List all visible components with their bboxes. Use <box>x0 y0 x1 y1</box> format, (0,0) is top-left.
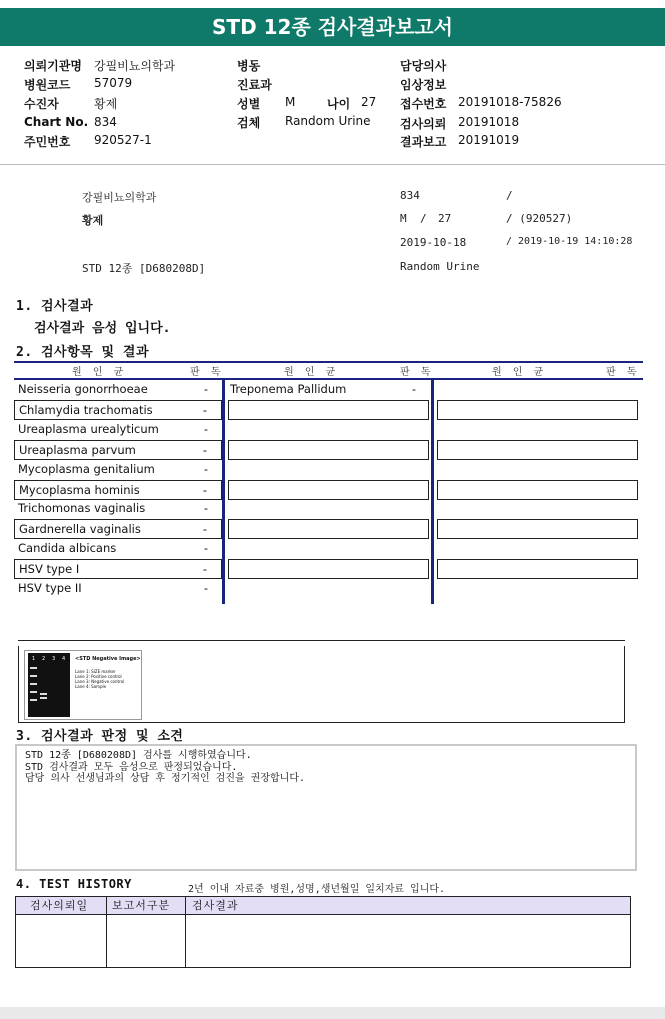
history-col-result: 검사결과 <box>192 899 239 912</box>
col-header-result: 판 독 <box>606 367 641 378</box>
header-field-resident-no: 주민번호 920527-1 <box>24 133 152 149</box>
gel-legend-line: Lane 1: SIZE marker <box>75 669 116 674</box>
history-header-row <box>16 897 630 915</box>
info-report-date: / 2019-10-19 14:10:28 <box>506 236 633 247</box>
table-row: Gardnerella vaginalis - <box>14 519 222 539</box>
empty-cell <box>437 559 638 579</box>
gel-legend-line: Lane 2: Positive control <box>75 674 122 679</box>
empty-cell <box>228 519 429 539</box>
column-divider <box>431 380 434 604</box>
header-field-report-date: 결과보고 20191019 <box>400 133 520 149</box>
empty-cell <box>437 440 638 460</box>
info-sex: M <box>400 212 407 225</box>
header-field-department: 진료과 <box>237 78 272 92</box>
history-col-divider <box>106 897 107 967</box>
col-header-pathogen: 원 인 균 <box>72 367 128 378</box>
empty-cell <box>228 440 429 460</box>
header-field-specimen: 검체 Random Urine <box>237 114 371 130</box>
col-header-pathogen: 원 인 균 <box>492 367 548 378</box>
table-row: Treponema Pallidum - <box>230 382 416 396</box>
opinion-box <box>15 744 637 871</box>
info-name: 황제 <box>82 214 104 227</box>
column-divider <box>222 380 225 604</box>
header-field-institution: 의뢰기관명 강필비뇨의학과 <box>24 59 176 73</box>
header-field-request-date: 검사의뢰 20191018 <box>400 115 520 131</box>
info-slash: / <box>506 189 513 202</box>
table-row: Trichomonas vaginalis - <box>18 501 208 515</box>
gel-image-title: <STD Negative Image> <box>75 656 141 662</box>
header-field-receipt-no: 접수번호 20191018-75826 <box>400 95 562 111</box>
empty-cell <box>228 480 429 500</box>
info-receipt-date: 2019-10-18 <box>400 236 467 249</box>
opinion-line: STD 검사결과 모두 음성으로 판정되었습니다. <box>25 761 238 773</box>
history-col-request-date: 검사의뢰일 <box>30 899 89 912</box>
history-col-report-type: 보고서구분 <box>112 899 171 912</box>
info-slash: / <box>420 212 427 225</box>
image-top-rule <box>18 640 625 641</box>
header-field-clinical-info: 임상정보 <box>400 78 447 92</box>
header-field-chart-no: Chart No. 834 <box>24 115 117 129</box>
gel-electrophoresis-image: 1 2 3 4 <box>28 653 70 717</box>
report-title: STD 12종 검사결과보고서 <box>0 8 665 46</box>
col-header-result: 판 독 <box>400 367 435 378</box>
table-row: Mycoplasma genitalium - <box>18 462 208 476</box>
info-age: 27 <box>438 212 452 225</box>
empty-cell <box>437 480 638 500</box>
header-field-hospital-code: 병원코드 57079 <box>24 76 133 92</box>
table-row: Ureaplasma parvum - <box>14 440 222 460</box>
info-chart: 834 <box>400 189 420 202</box>
history-col-divider <box>185 897 186 967</box>
empty-cell <box>437 519 638 539</box>
table-row: Chlamydia trachomatis - <box>14 400 222 420</box>
header-field-ward: 병동 <box>237 59 261 73</box>
table-row: Neisseria gonorrhoeae - <box>18 382 208 396</box>
section-history-heading: 4. TEST HISTORY <box>16 877 132 891</box>
gel-image <box>24 650 142 720</box>
gel-legend-line: Lane 3: Negative control <box>75 679 125 684</box>
col-header-pathogen: 원 인 균 <box>284 367 340 378</box>
results-table <box>14 361 643 605</box>
opinion-line: 담당 의사 선생님과의 상담 후 정기적인 검진을 권장합니다. <box>25 773 306 784</box>
gel-legend-line: Lane 4: Sample <box>75 684 107 689</box>
table-row: Ureaplasma urealyticum - <box>18 422 208 436</box>
section-opinion-heading: 3. 검사결과 판정 및 소견 <box>16 729 184 744</box>
info-specimen: Random Urine <box>400 260 480 273</box>
info-birth: / (920527) <box>506 212 573 225</box>
header-field-sex: 성별 M <box>237 95 296 111</box>
info-hospital: 강필비뇨의학과 <box>82 191 157 204</box>
empty-cell <box>228 559 429 579</box>
header-field-patient: 수진자 황제 <box>24 97 118 111</box>
section-results-heading: 1. 검사결과 <box>16 299 94 314</box>
table-row: HSV type II - <box>18 581 208 595</box>
opinion-line: STD 12종 [D680208D] 검사를 시행하였습니다. <box>25 750 252 761</box>
col-header-result: 판 독 <box>190 367 225 378</box>
header-divider <box>0 164 665 165</box>
table-row: Mycoplasma hominis - <box>14 480 222 500</box>
header-field-doctor: 담당의사 <box>400 59 447 73</box>
table-row: Candida albicans - <box>18 541 208 555</box>
page-footer-strip <box>0 1007 665 1019</box>
section-results-body: 검사결과 음성 입니다. <box>34 321 171 336</box>
table-row: HSV type I - <box>14 559 222 579</box>
header-field-age: 나이 27 <box>327 95 377 111</box>
empty-cell <box>437 400 638 420</box>
section-items-heading: 2. 검사항목 및 결과 <box>16 345 150 360</box>
history-table <box>15 896 631 968</box>
info-test: STD 12종 [D680208D] <box>82 262 206 275</box>
empty-cell <box>228 400 429 420</box>
history-note: 2년 이내 자료중 병원,성명,생년월일 일치자료 입니다. <box>188 884 446 895</box>
